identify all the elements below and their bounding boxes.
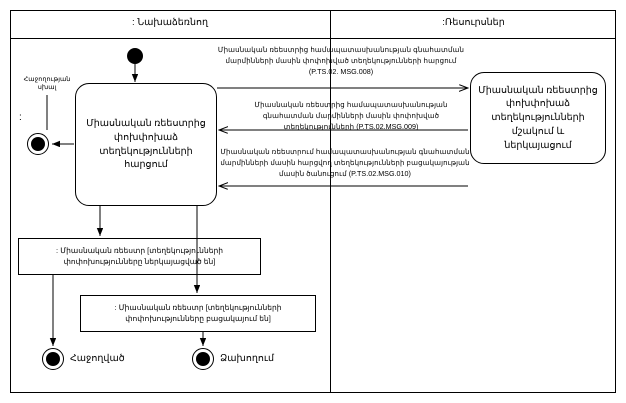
end-node-success-core [46,352,60,366]
colon-annotation: : [19,112,22,123]
lane-header-separator [10,38,616,39]
note-updates-absent: : Միասնական ռեեստր [տեղեկությունների փոփոխությունները բացակայում են] [80,295,316,332]
end-label-failure: Ձախողում [220,353,275,364]
start-node [127,48,143,64]
note-updates-present: : Միասնական ռեեստր [տեղեկությունների փոփոխությունները ներկայացված են] [18,238,261,275]
activity-node-reply[interactable]: Միասնական ռեեստրից փոխփոխաձ տեղեկությունների մշակում և ներկայացում [470,72,606,164]
trigger-annotation: Հաջողության սխալ [23,76,71,92]
activity-node-request[interactable]: Միասնական ռեեստրից փոխփոխաձ տեղեկությունների հարցում [75,83,217,206]
message-label-msg008: Միասնական ռեեստրից համապատասխանության գնահատման մարմինների մասին փոփոխված տեղեկությունների հարցում (P.TS.02. MSG.008) [217,45,465,76]
end-node-failure-core [196,352,210,366]
lane-header-initiator: : Նախաձեռնող [131,17,209,28]
end-label-success: Հաջողված [70,353,125,364]
message-label-msg010: Միասնական ռեեստրում համապատասխանության գնահատման մարմինների մասին հարցվող տեղեկությունների բացակայության մասին ծանուցում (P.TS.02.MSG.010) [220,147,470,178]
left-final-node-core [31,137,45,151]
lane-header-resources: :Ռեսուրսներ [442,17,505,28]
message-label-msg009: Միասնական ռեեստրից համապատասխանության գնահատման մարմինների մասին փոփոխված տեղեկությունների (P.TS.02.MSG.009) [254,100,448,131]
